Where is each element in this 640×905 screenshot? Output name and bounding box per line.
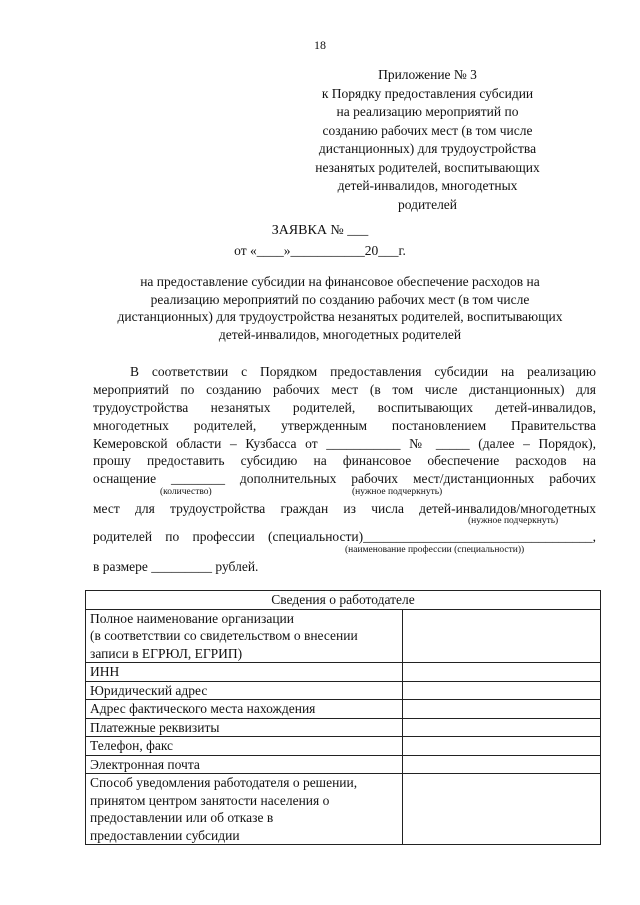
row-label: Электронная почта	[86, 755, 403, 774]
table-row	[86, 718, 601, 737]
row-value[interactable]	[403, 681, 601, 700]
row-label: Полное наименование организации (в соответствии со свидетельством о внесении записи в ЕГРЮЛ, ЕГРИП)	[86, 609, 403, 663]
subject-line: детей-инвалидов, многодетных родителей	[218, 326, 462, 342]
note-quantity: (количество)	[160, 487, 212, 497]
row-value[interactable]	[403, 774, 601, 845]
table-row	[86, 681, 601, 700]
table-header: Сведения о работодателе	[86, 591, 601, 610]
row-label: Юридический адрес	[86, 681, 403, 700]
row-label: ИНН	[86, 663, 403, 682]
employer-info-table	[85, 590, 601, 845]
body-line: мест для трудоустройства граждан из числа детей-инвалидов/многодетных	[93, 501, 596, 516]
table-row	[86, 737, 601, 756]
row-label: Телефон, факс	[86, 737, 403, 756]
appendix-line: родителей	[397, 196, 458, 212]
date-line: от «____»___________20___г.	[234, 243, 406, 258]
subject-line: реализацию мероприятий по созданию рабочих мест (в том числе	[150, 291, 530, 307]
appendix-line: детей-инвалидов, многодетных	[337, 178, 518, 193]
body-line: трудоустройства незанятых родителей, воспитывающих детей-инвалидов,	[93, 400, 596, 415]
appendix-line: созданию рабочих мест (в том числе	[322, 122, 533, 138]
row-value[interactable]	[403, 737, 601, 756]
subject-line: на предоставление субсидии на финансовое обеспечение расходов на	[140, 274, 540, 289]
table-row	[86, 755, 601, 774]
appendix-line: дистанционных) для трудоустройства	[318, 141, 537, 156]
subject-paragraph	[80, 273, 600, 343]
note-profession: (наименование профессии (специальности))	[345, 545, 525, 555]
table-row	[86, 663, 601, 682]
row-value[interactable]	[403, 718, 601, 737]
row-value[interactable]	[403, 609, 601, 663]
table-row	[86, 700, 601, 719]
body-line: родителей по профессии (специальности)__________________________________,	[93, 529, 596, 544]
row-label: Способ уведомления работодателя о решении, принятом центром занятости населения о предоставлении или об отказе в предоставлении субсидии	[86, 774, 403, 845]
body-line: оснащение ________ дополнительных рабочих мест/дистанционных рабочих	[93, 471, 596, 486]
note-underline: (нужное подчеркнуть)	[468, 516, 559, 526]
body-line: многодетных родителей, утвержденным постановлением Правительства	[93, 418, 596, 433]
table-row	[86, 774, 601, 845]
appendix-reference	[300, 66, 555, 214]
row-value[interactable]	[403, 755, 601, 774]
appendix-line: Приложение № 3	[378, 67, 477, 82]
body-line: В соответствии с Порядком предоставления субсидии на реализацию	[130, 364, 596, 379]
body-line: в размере _________ рублей.	[93, 559, 259, 574]
body-line: прошу предоставить субсидию на финансовое обеспечение расходов на	[93, 453, 596, 468]
table-row	[86, 609, 601, 663]
note-underline: (нужное подчеркнуть)	[352, 487, 443, 497]
row-label: Платежные реквизиты	[86, 718, 403, 737]
subject-line: дистанционных) для трудоустройства незанятых родителей, воспитывающих	[117, 309, 563, 324]
row-value[interactable]	[403, 700, 601, 719]
row-value[interactable]	[403, 663, 601, 682]
page-number: 18	[314, 38, 326, 52]
appendix-line: незанятых родителей, воспитывающих	[315, 159, 540, 175]
appendix-line: к Порядку предоставления субсидии	[321, 85, 534, 101]
document-title: ЗАЯВКА № ___	[271, 223, 369, 238]
row-label: Адрес фактического места нахождения	[86, 700, 403, 719]
body-line: мероприятий по созданию рабочих мест (в том числе дистанционных) для	[93, 382, 596, 397]
appendix-line: на реализацию мероприятий по	[336, 104, 519, 119]
body-line: Кемеровской области – Кузбасса от ___________ № _____ (далее – Порядок),	[93, 436, 596, 451]
